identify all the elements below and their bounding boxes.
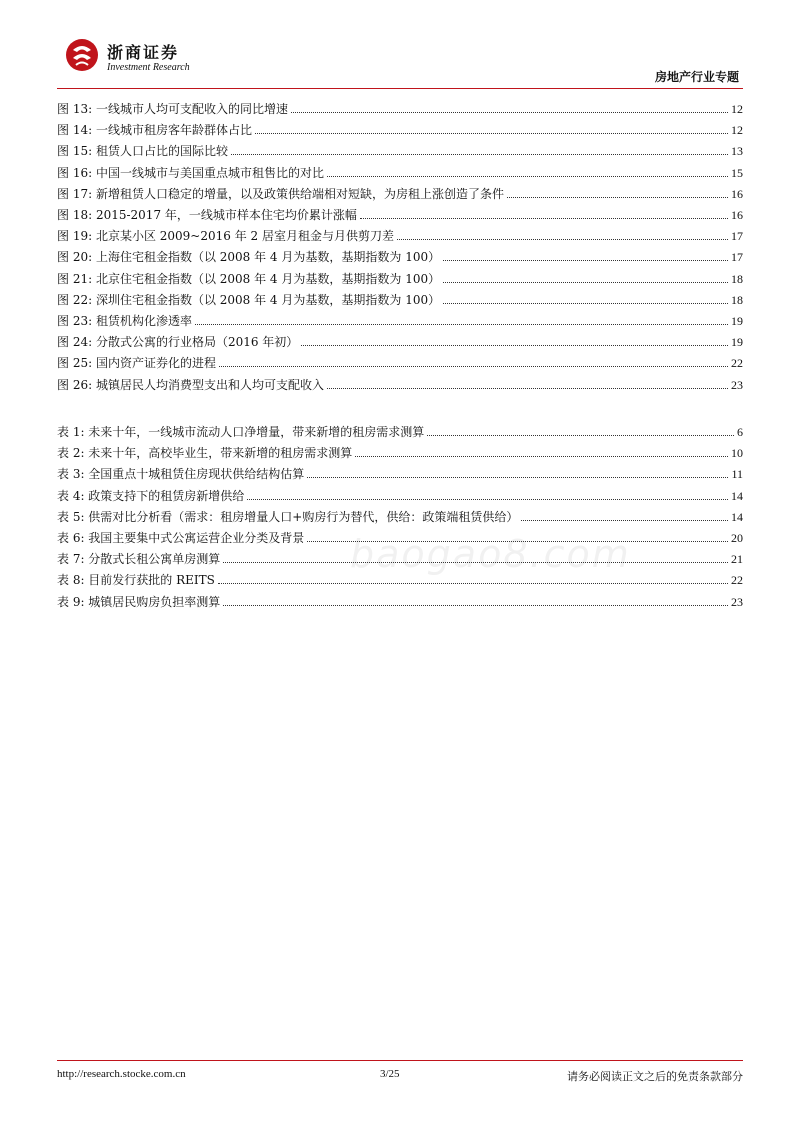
- figure-entry-page: 15: [731, 165, 743, 180]
- figure-entry[interactable]: [57, 374, 743, 392]
- dot-leader: [219, 366, 728, 367]
- figure-entry[interactable]: [57, 352, 743, 370]
- table-entry-label: 表 3: 全国重点十城租赁住房现状供给结构估算: [57, 467, 305, 482]
- figure-entry-page: 16: [731, 186, 743, 201]
- dot-leader: [521, 520, 728, 521]
- dot-leader: [255, 133, 728, 134]
- figure-entry[interactable]: [57, 140, 743, 158]
- figure-entry-page: 12: [731, 102, 743, 116]
- figure-entry-page: 19: [731, 314, 743, 328]
- figure-entry-page: 18: [731, 271, 743, 286]
- dot-leader: [443, 282, 728, 283]
- figure-entry-page: 16: [731, 208, 743, 222]
- table-entry-page: 23: [731, 594, 743, 609]
- figure-entry-page: 23: [731, 377, 743, 392]
- figure-entry-label: 图 24: 分散式公寓的行业格局（2016 年初）: [57, 335, 299, 350]
- figure-entry[interactable]: [57, 162, 743, 180]
- dot-leader: [195, 324, 728, 325]
- disclaimer-note: 请务必阅读正文之后的免责条款部分: [567, 1070, 743, 1083]
- table-entry-label: 表 6: 我国主要集中式公寓运营企业分类及背景: [57, 531, 305, 545]
- table-entry-page: 14: [731, 488, 743, 503]
- figure-entry[interactable]: [57, 225, 743, 243]
- dot-leader: [301, 345, 728, 346]
- figure-entry-page: 18: [731, 292, 743, 307]
- figure-entry[interactable]: [57, 268, 743, 286]
- table-entry[interactable]: [57, 463, 743, 481]
- figure-entry-label: 图 26: 城镇居民人均消费型支出和人均可支配收入: [57, 377, 324, 392]
- table-entry[interactable]: [57, 421, 743, 439]
- table-entry-label: 表 9: 城镇居民购房负担率测算: [57, 594, 221, 609]
- table-entry-label: 表 5: 供需对比分析看（需求：租房增量人口+购房行为替代，供给：政策端租赁供给）: [57, 509, 519, 524]
- table-entry-page: 22: [731, 573, 743, 588]
- brand-name-en: Investment Research: [107, 62, 190, 73]
- dot-leader: [223, 605, 728, 606]
- dot-leader: [231, 154, 728, 155]
- figure-entry[interactable]: [57, 98, 743, 116]
- table-entry[interactable]: [57, 506, 743, 524]
- figure-entry[interactable]: [57, 119, 743, 137]
- dot-leader: [443, 303, 728, 304]
- footer-url[interactable]: http://research.stocke.com.cn: [57, 1068, 186, 1080]
- footer-divider: [57, 1060, 743, 1061]
- table-entry-page: 20: [731, 531, 743, 545]
- figure-entry-label: 图 13: 一线城市人均可支配收入的同比增速: [57, 102, 288, 116]
- table-entry-label: 表 8: 目前发行获批的 REITS: [57, 573, 215, 588]
- dot-leader: [218, 583, 728, 584]
- dot-leader: [360, 218, 728, 219]
- figure-entry[interactable]: [57, 310, 743, 328]
- figure-entry[interactable]: [57, 331, 743, 349]
- watermark: baogao8.com: [350, 532, 631, 576]
- zheshang-logo-icon: [65, 38, 99, 72]
- figure-entry[interactable]: [57, 289, 743, 307]
- dot-leader: [327, 176, 728, 177]
- table-entry-page: 10: [731, 446, 743, 461]
- table-entry[interactable]: [57, 591, 743, 609]
- table-entry-label: 表 4: 政策支持下的租赁房新增供给: [57, 488, 245, 503]
- dot-leader: [247, 499, 728, 500]
- table-entry-page: 14: [731, 509, 743, 524]
- header-divider: [57, 88, 743, 89]
- dot-leader: [307, 477, 728, 478]
- page-number: 3/25: [380, 1068, 400, 1080]
- table-entry-label: 表 1: 未来十年，一线城市流动人口净增量，带来新增的租房需求测算: [57, 425, 425, 439]
- figure-entry-label: 图 16: 中国一线城市与美国重点城市租售比的对比: [57, 165, 324, 180]
- figure-entry-label: 图 23: 租赁机构化渗透率: [57, 314, 192, 328]
- figure-entry-label: 图 18: 2015-2017 年，一线城市样本住宅均价累计涨幅: [57, 208, 357, 222]
- dot-leader: [507, 197, 728, 198]
- report-type: 房地产行业专题: [654, 70, 739, 84]
- figure-entry-label: 图 25: 国内资产证券化的进程: [57, 356, 216, 371]
- page-header: [57, 36, 743, 88]
- figure-entry-label: 图 15: 租赁人口占比的国际比较: [57, 144, 228, 159]
- table-entry[interactable]: [57, 485, 743, 503]
- figure-entry-page: 22: [731, 356, 743, 371]
- table-entry-page: 11: [731, 467, 743, 482]
- table-entry[interactable]: [57, 442, 743, 460]
- figure-entry-label: 图 22: 深圳住宅租金指数（以 2008 年 4 月为基数，基期指数为 100）: [57, 292, 441, 307]
- figure-entry-page: 17: [731, 229, 743, 244]
- figure-entry-page: 19: [731, 335, 743, 350]
- figure-entry-page: 12: [731, 123, 743, 138]
- figure-entry[interactable]: [57, 246, 743, 264]
- figure-entry[interactable]: [57, 183, 743, 201]
- brand-name-cn: 浙商证券: [107, 43, 180, 62]
- dot-leader: [355, 456, 728, 457]
- figure-entry-label: 图 14: 一线城市租房客年龄群体占比: [57, 123, 252, 138]
- dot-leader: [397, 239, 728, 240]
- dot-leader: [327, 388, 728, 389]
- figure-entry[interactable]: [57, 204, 743, 222]
- figure-entry-label: 图 21: 北京住宅租金指数（以 2008 年 4 月为基数，基期指数为 100）: [57, 271, 441, 286]
- figure-entry-label: 图 19: 北京某小区 2009~2016 年 2 居室月租金与月供剪刀差: [57, 229, 394, 244]
- figure-entry-page: 17: [731, 250, 743, 265]
- table-entry-page: 6: [737, 425, 743, 439]
- figure-entry-label: 图 20: 上海住宅租金指数（以 2008 年 4 月为基数，基期指数为 100）: [57, 250, 441, 265]
- dot-leader: [427, 435, 734, 436]
- table-entry-label: 表 2: 未来十年，高校毕业生，带来新增的租房需求测算: [57, 446, 353, 461]
- figure-entry-page: 13: [731, 144, 743, 159]
- dot-leader: [291, 112, 728, 113]
- dot-leader: [443, 260, 728, 261]
- figure-entry-label: 图 17: 新增租赁人口稳定的增量，以及政策供给端相对短缺，为房租上涨创造了条件: [57, 186, 504, 201]
- table-entry-label: 表 7: 分散式长租公寓单房测算: [57, 552, 221, 567]
- table-entry-page: 21: [731, 552, 743, 567]
